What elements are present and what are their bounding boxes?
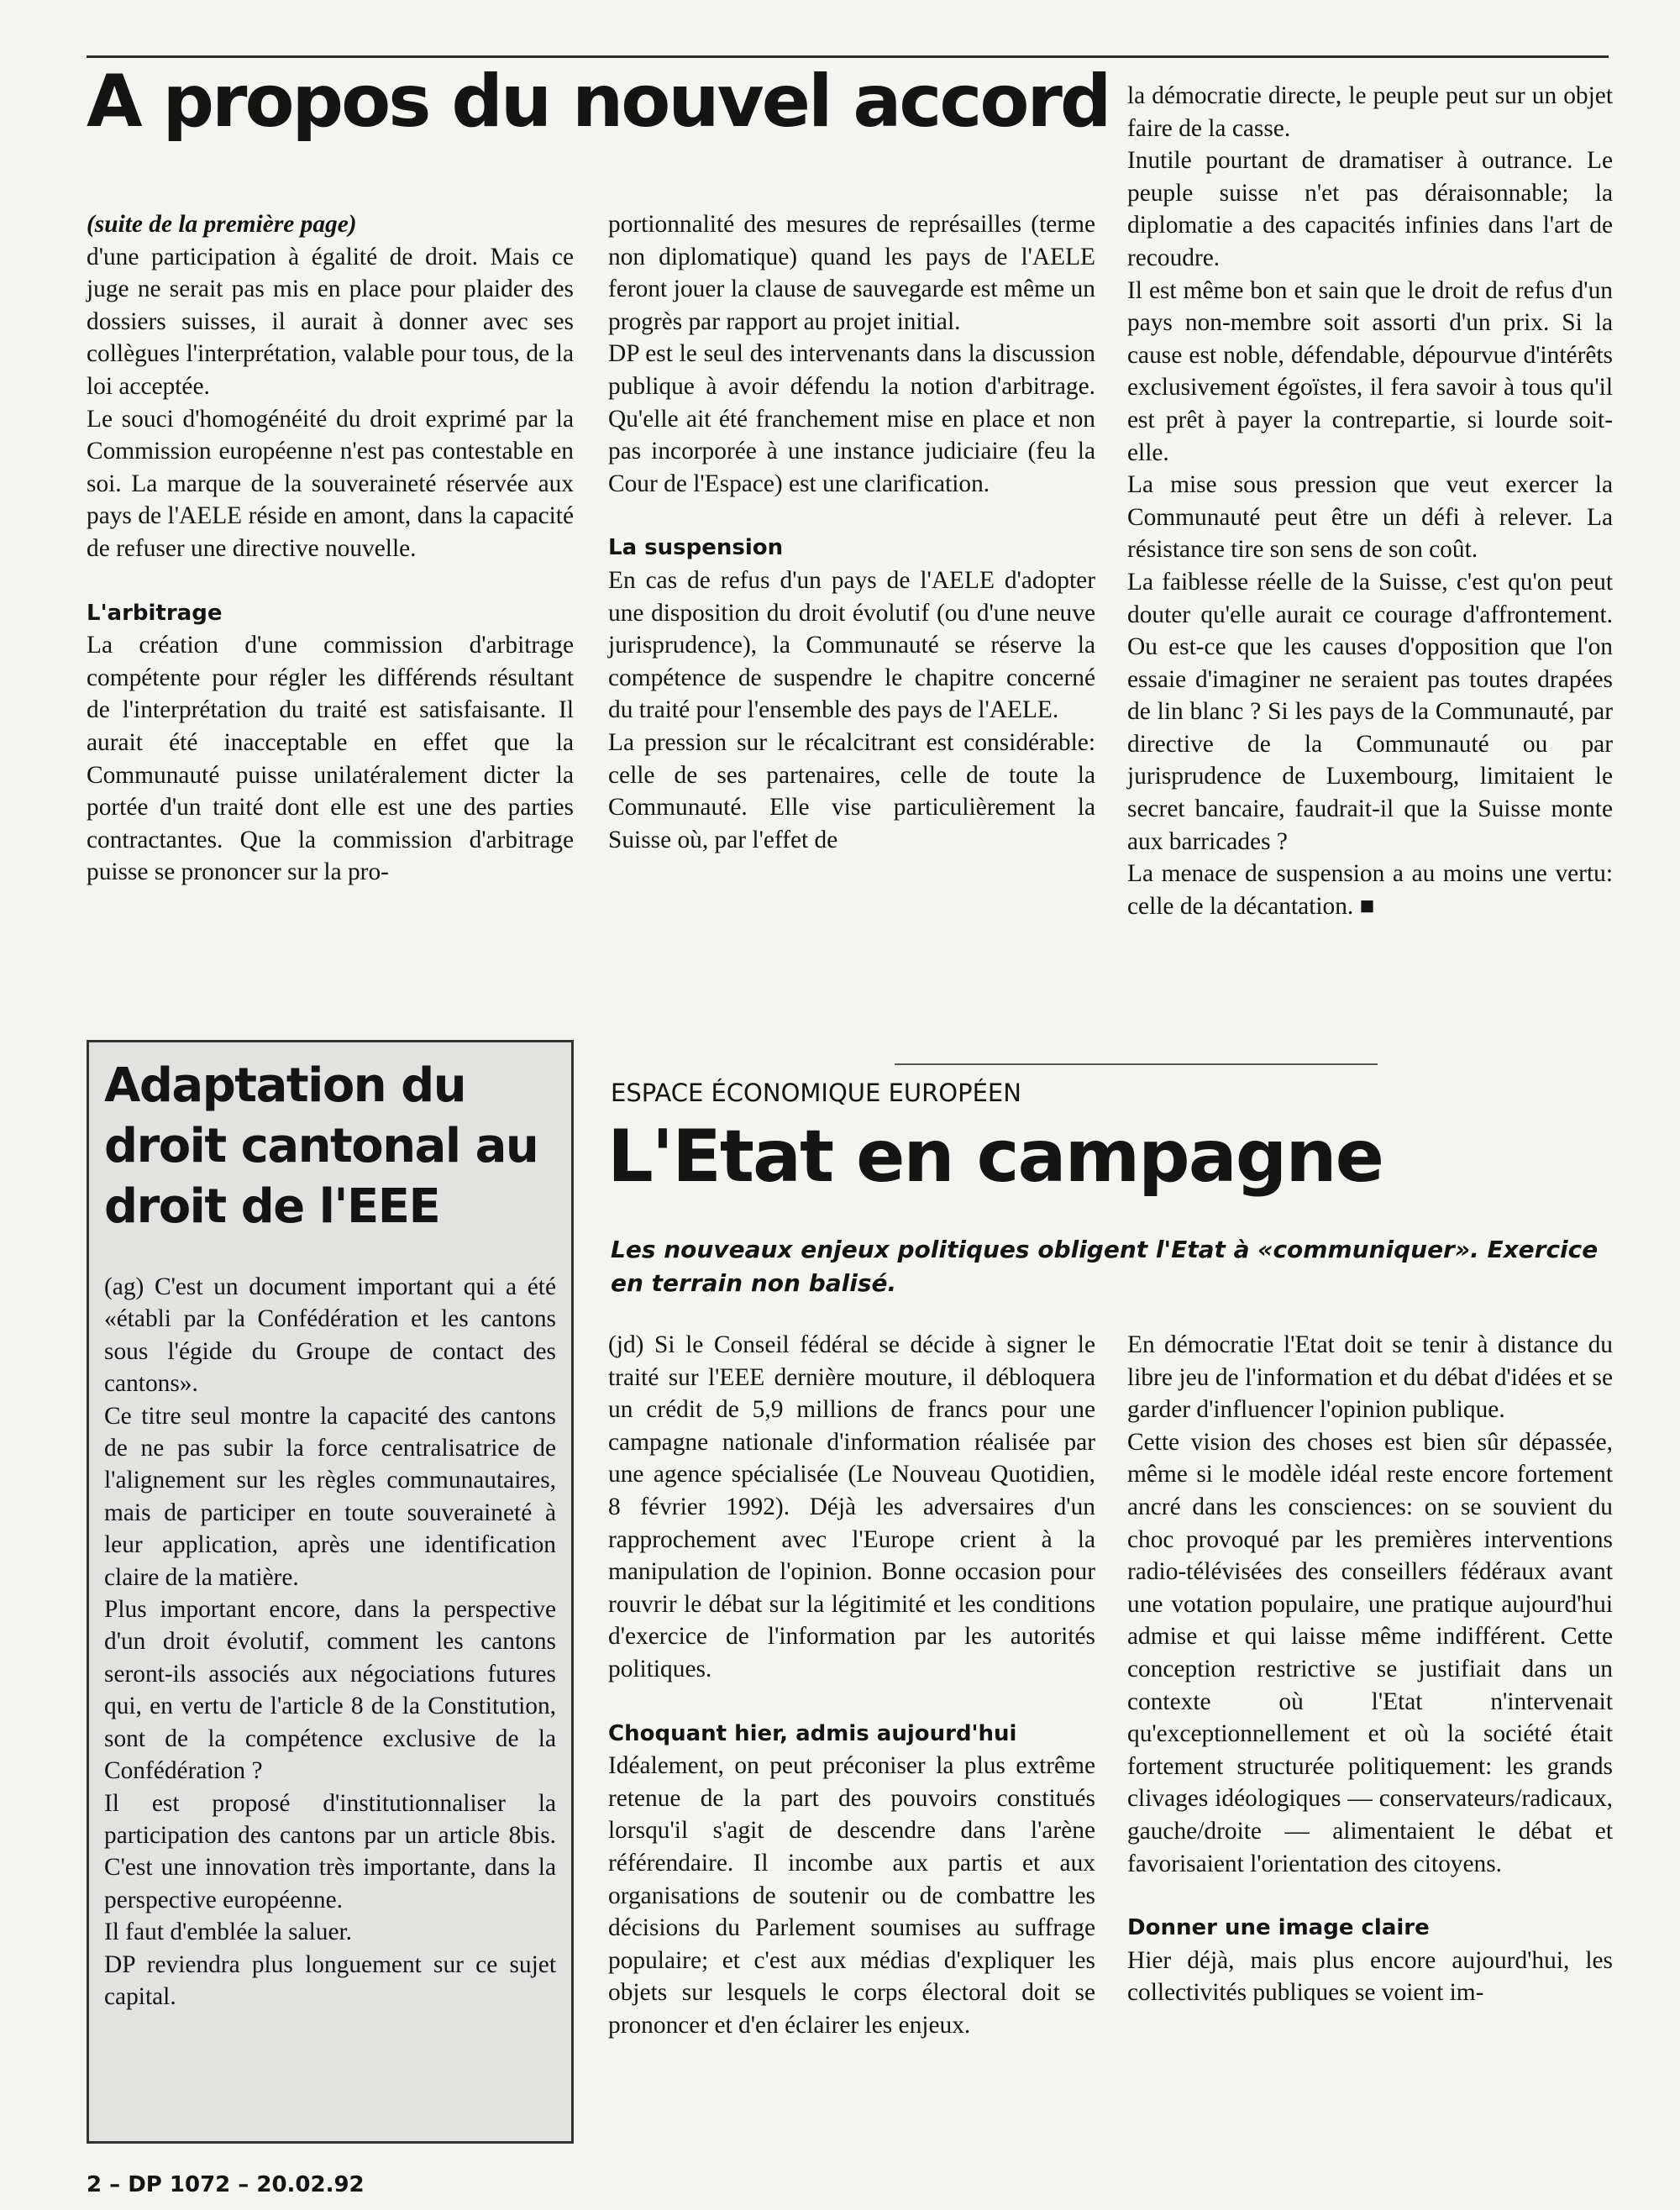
section-rule (895, 1063, 1378, 1065)
paragraph: Il faut d'emblée la saluer. (104, 1919, 352, 1946)
top-rule (87, 55, 1609, 58)
section-label: ESPACE ÉCONOMIQUE EUROPÉEN (611, 1079, 1021, 1107)
continuation-note: (suite de la première page) (87, 211, 357, 238)
paragraph: d'une participation à égalité de droit. Mais ce juge ne serait pas mis en place pour plaider des dossiers suisses, il aurait à donner avec ses collègues l'interprétation, valable pour tous, de la loi acceptée. (87, 243, 574, 400)
paragraph: la démocratie directe, le peuple peut sur un objet faire de la casse. (1127, 82, 1613, 142)
subheading: La suspension (608, 535, 784, 561)
paragraph: La faiblesse réelle de la Suisse, c'est qu'on peut douter qu'elle aurait ce courage d'affrontement. Ou est-ce que les causes d'opposition que l'on essaie d'imaginer ne seraient pas toutes drapées de lin blanc ? Si les pays de la Communauté, par directive de la Communauté ou par jurisprudence de Luxembourg, limitaient le secret bancaire, faudrait-il que la Suisse monte aux barricades ? (1127, 568, 1613, 855)
paragraph-gap (608, 176, 1095, 208)
paragraph: La création d'une commission d'arbitrage compétente pour régler les différends résultant de l'interprétation du traité est satisfaisante. Il aurait été inacceptable en effet que la Communauté puisse unilatéralement dicter la portée d'un traité dont elle est une des parties contractantes. Que la commission d'arbitrage puisse se prononcer sur la pro- (87, 632, 574, 886)
paragraph: Il est même bon et sain que le droit de refus d'un pays non-membre soit assorti d'un prix. Si la cause est noble, défendable, dépourvue d'intérêts exclusivement égoïstes, il fera savoir à tous qu'il est prêt à payer la contrepartie, si lourde soit-elle. (1127, 276, 1613, 466)
article2-title: L'Etat en campagne (607, 1115, 1383, 1199)
paragraph: La pression sur le récalcitrant est considérable: celle de ses partenaires, celle de toute la Communauté. Elle vise particulièrement la Suisse où, par l'effet de (608, 728, 1095, 853)
article-title: A propos du nouvel accord (87, 60, 1110, 144)
sidebar-box (87, 1040, 574, 2144)
article1-col3 (1127, 80, 1613, 922)
paragraph: Inutile pourtant de dramatiser à outrance. Le peuple suisse n'et pas déraisonnable; la diplomatie a des capacités infinies dans l'art de recoudre. (1127, 147, 1613, 271)
subheading: L'arbitrage (87, 600, 223, 626)
paragraph: En démocratie l'Etat doit se tenir à distance du libre jeu de l'information et du débat d'idées et se garder d'influencer l'opinion publique. (1127, 1331, 1613, 1424)
article2-col2 (1127, 1329, 1613, 2009)
page-footer: 2 – DP 1072 – 20.02.92 (87, 2172, 365, 2197)
paragraph: DP est le seul des intervenants dans la discussion publique à avoir défendu la notion d'arbitrage. Qu'elle ait été franchement mise en place et non pas incorporée à une instance judiciaire (feu la Cour de l'Espace) est une clarification. (608, 340, 1095, 497)
paragraph-gap (87, 565, 574, 597)
paragraph: Il est proposé d'institutionnaliser la participation des cantons par un article 8bis. C'est une innovation très importante, dans la perspective européenne. (104, 1789, 556, 1913)
paragraph: Hier déjà, mais plus encore aujourd'hui, les collectivités publiques se voient im- (1127, 1946, 1613, 2007)
paragraph: (jd) Si le Conseil fédéral se décide à signer le traité sur l'EEE dernière mouture, il débloquera un crédit de 5,9 millions de francs pour une campagne nationale d'information réalisée par une agence spécialisée (Le Nouveau Quotidien, 8 février 1992). Déjà les adversaires d'un rapprochement avec l'Europe crient à la manipulation de l'opinion. Bonne occasion pour rouvrir le débat sur la légitimité et les conditions d'exercice de l'information par les autorités politiques. (608, 1331, 1095, 1682)
article1-col2 (608, 176, 1095, 856)
subheading: Choquant hier, admis aujourd'hui (608, 1720, 1017, 1746)
paragraph: portionnalité des mesures de représailles (terme non diplomatique) quand les pays de l'AELE feront jouer la clause de sauvegarde est même un progrès par rapport au projet initial. (608, 211, 1095, 335)
article1-col1 (87, 208, 574, 889)
subheading: Donner une image claire (1127, 1915, 1430, 1941)
paragraph: La mise sous pression que veut exercer la Communauté peut être un défi à relever. La résistance tire son sens de son coût. (1127, 471, 1613, 564)
paragraph: DP reviendra plus longuement sur ce sujet capital. (104, 1950, 556, 2010)
paragraph: (ag) C'est un document important qui a été «établi par la Confédération et les cantons sous l'égide du Groupe de contact des cantons». (104, 1273, 556, 1398)
sidebar-body (104, 1271, 556, 2013)
paragraph: Plus important encore, dans la perspective d'un droit évolutif, comment les cantons seront-ils associés aux négociations futures qui, en vertu de l'article 8 de la Constitution, sont de la compétence exclusive de la Confédération ? (104, 1596, 556, 1785)
sidebar-title: Adaptation du droit cantonal au droit de l'EEE (104, 1058, 538, 1234)
paragraph: Ce titre seul montre la capacité des cantons de ne pas subir la force centralisatrice de l'alignement sur les règles communautaires, mais de participer en toute souveraineté à leur application, après une identification claire de la matière. (104, 1402, 556, 1591)
paragraph-gap (608, 1686, 1095, 1718)
paragraph-gap (608, 500, 1095, 532)
paragraph: En cas de refus d'un pays de l'AELE d'adopter une disposition du droit évolutif (ou d'une neuve jurisprudence), la Communauté se réserve la compétence de suspendre le chapitre concerné du traité pour l'ensemble des pays de l'AELE. (608, 566, 1095, 724)
paragraph: La menace de suspension a au moins une vertu: celle de la décantation. ■ (1127, 860, 1613, 920)
article2-lede: Les nouveaux enjeux politiques obligent l'Etat à «communiquer». Exercice en terrain non balisé. (611, 1236, 1599, 1297)
paragraph-gap (1127, 1880, 1613, 1912)
article2-col1 (608, 1329, 1095, 2041)
paragraph: Idéalement, on peut préconiser la plus extrême retenue de la part des pouvoirs constitués lorsqu'il s'agit de descendre dans l'arène référendaire. Il incombe aux partis et aux organisations de soutenir ou de combattre les décisions du Parlement soumises au suffrage populaire; et c'est aux médias d'expliquer les objets sur lesquels le corps électoral doit se prononcer et d'en éclairer les enjeux. (608, 1752, 1095, 2039)
paragraph: Le souci d'homogénéité du droit exprimé par la Commission européenne n'est pas contestable en soi. La marque de la souveraineté réservée aux pays de l'AELE réside en amont, dans la capacité de refuser une directive nouvelle. (87, 405, 574, 562)
paragraph: Cette vision des choses est bien sûr dépassée, même si le modèle idéal reste encore fortement ancré dans les consciences: on se souvient du choc provoqué par les premières interventions radio-télévisées des conseillers fédéraux avant une votation populaire, une pratique aujourd'hui admise et qui laisse même indifférent. Cette conception restrictive se justifiait dans un contexte où l'Etat n'intervenait qu'exceptionnellement et où la société était fortement structurée politiquement: les grands clivages idéologiques — conservateurs/radicaux, gauche/droite — alimentaient le débat et favorisaient l'orientation des citoyens. (1127, 1428, 1613, 1877)
